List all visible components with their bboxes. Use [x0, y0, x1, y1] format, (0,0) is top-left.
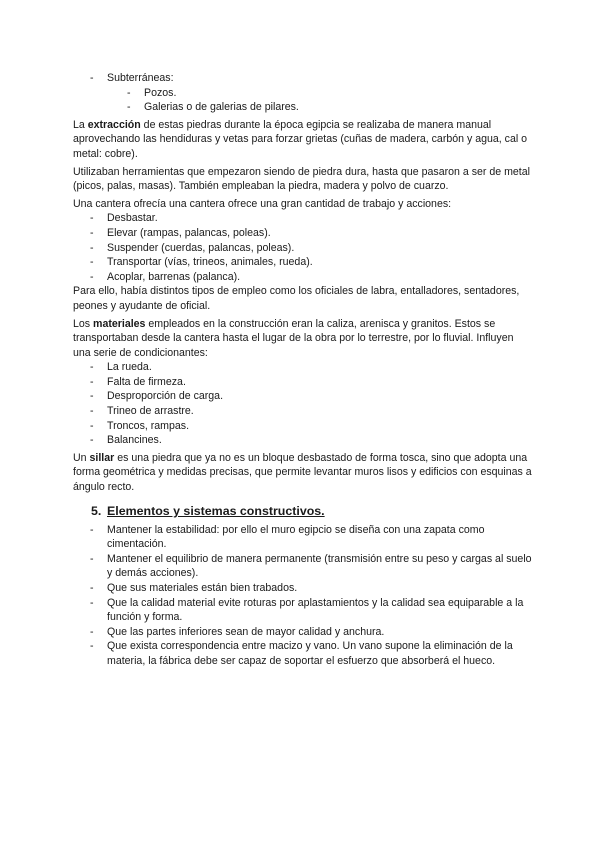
list-item: - Galerias o de galerias de pilares. [73, 100, 533, 115]
intro-list [73, 71, 533, 86]
list-item: - La rueda. [73, 360, 533, 375]
keyword-extraccion: extracción [87, 118, 141, 131]
list-item: - Mantener el equilibrio de manera permanente (transmisión entre su peso y cargas al suelo y demás acciones). [73, 552, 533, 581]
paragraph-cantera: Una cantera ofrecía una cantera ofrece una gran cantidad de trabajo y acciones: [73, 197, 452, 210]
section-heading [91, 503, 533, 520]
section-number: 5. [91, 503, 102, 518]
document-body [73, 71, 533, 669]
paragraph-empleo: Para ello, había distintos tipos de empleo como los oficiales de labra, entalladores, sentadores, peones y ayudante de oficial. [73, 285, 520, 312]
list-item: - Mantener la estabilidad: por ello el muro egipcio se diseña con una zapata como cimentación. [73, 523, 533, 552]
list-item: - Que la calidad material evite roturas por aplastamientos y la calidad sea equiparable a la función y forma. [73, 596, 533, 625]
list-item: - Elevar (rampas, palancas, poleas). [73, 226, 533, 241]
keyword-sillar: sillar [89, 451, 115, 464]
list-item: - Acoplar, barrenas (palanca). [73, 270, 533, 285]
requirements-list [73, 523, 533, 669]
list-item: - Trineo de arrastre. [73, 404, 533, 419]
list-item: - Suspender (cuerdas, palancas, poleas). [73, 241, 533, 256]
intro-sublist [73, 86, 533, 115]
paragraph-materiales: Los materiales empleados en la construcción eran la caliza, arenisca y granitos. Estos se transportaban desde la cantera hasta el lugar de la obra por lo terrestre, por lo fluvial. Influyen una serie de condicionantes: [73, 317, 514, 359]
list-item: - Troncos, rampas. [73, 419, 533, 434]
list-item: - Transportar (vías, trineos, animales, rueda). [73, 255, 533, 270]
list-item: - Subterráneas: [73, 71, 533, 86]
list-item: - Que exista correspondencia entre macizo y vano. Un vano supone la eliminación de la materia, la fábrica debe ser capaz de soportar el esfuerzo que absorberá el hueco. [73, 639, 533, 668]
paragraph-sillar: Un sillar es una piedra que ya no es un bloque desbastado de forma tosca, sino que adopta una forma geométrica y medidas precisas, que permite levantar muros lisos y edificios con esquinas a ángulo recto. [73, 451, 532, 494]
paragraph-extraccion: La extracción de estas piedras durante la época egipcia se realizaba de manera manual aprovechando las hendiduras y vetas para forzar grietas (cuñas de madera, carbón y agua, cal o metal: cobre). [73, 118, 528, 160]
list-item: - Que sus materiales están bien trabados. [73, 581, 533, 596]
list-item: - Desbastar. [73, 211, 533, 226]
list-item: - Que las partes inferiores sean de mayor calidad y anchura. [73, 625, 533, 640]
list-item: - Pozos. [73, 86, 533, 101]
paragraph-herramientas: Utilizaban herramientas que empezaron siendo de piedra dura, hasta que pasaron a ser de metal (picos, palas, masas). También empleaban la piedra, madera y polvo de cuarzo. [73, 165, 530, 193]
list-item: - Balancines. [73, 433, 533, 448]
list-item: - Falta de firmeza. [73, 375, 533, 390]
actions-list [73, 211, 533, 284]
section-title: Elementos y sistemas constructivos. [107, 503, 325, 518]
keyword-materiales: materiales [93, 317, 146, 330]
conditions-list [73, 360, 533, 448]
list-item: - Desproporción de carga. [73, 389, 533, 404]
